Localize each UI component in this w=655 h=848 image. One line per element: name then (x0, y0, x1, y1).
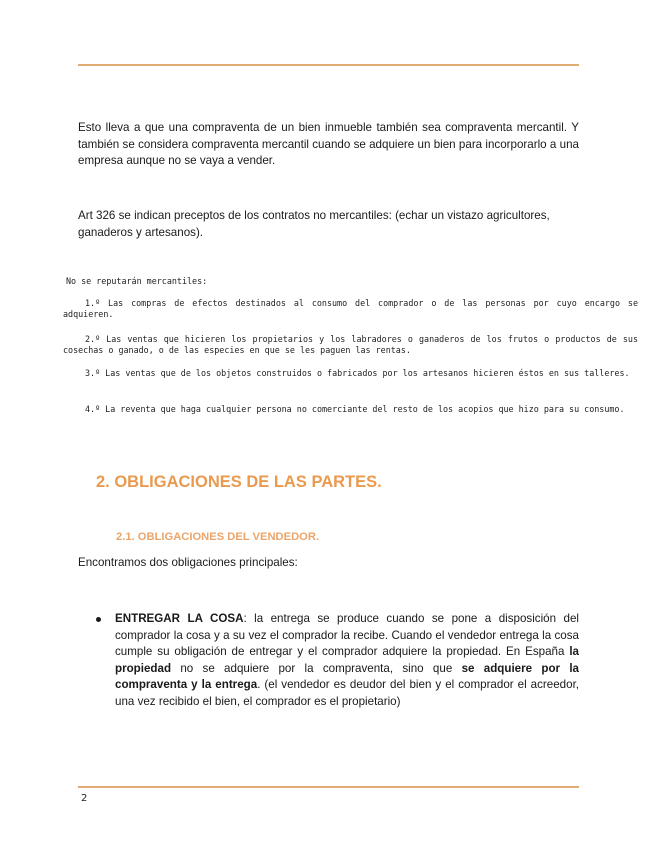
bullet-entregar-la-cosa (96, 611, 579, 710)
header-rule (78, 64, 579, 66)
quote-item-4: 4.º La reventa que haga cualquier persona no comerciante del resto de los acopios que hizo para su consumo. (85, 404, 625, 414)
subsection-heading: 2.1. OBLIGACIONES DEL VENDEDOR. (116, 531, 320, 543)
quote-item-2: 2.º Las ventas que hicieren los propietarios y los labradores o ganaderos de los frutos o productos de sus cosechas o ganado, o de las especies en que se les paguen las rentas. (63, 334, 638, 356)
footer-rule (78, 786, 579, 788)
page-number: 2 (81, 793, 88, 804)
quote-intro: No se reputarán mercantiles: (66, 276, 208, 286)
paragraph-art-326: Art 326 se indican preceptos de los contratos no mercantiles: (echar un vistazo agricultores, ganaderos y artesanos). (78, 209, 550, 239)
section-heading: 2. OBLIGACIONES DE LAS PARTES. (96, 473, 382, 491)
quote-item-1: 1.º Las compras de efectos destinados al consumo del comprador o de las personas por cuyo encargo se adquieren. (63, 298, 638, 320)
bullet-dot-icon (96, 617, 101, 622)
bullet-text: ENTREGAR LA COSA: la entrega se produce cuando se pone a disposición del comprador la cosa y a su vez el comprador la recibe. Cuando el vendedor entrega la cosa cumple su obligación de entregar y el comprador adquiere la propiedad. En España la propiedad no se adquiere por la compraventa, sino que se adquiere por la compraventa y la entrega. (el vendedor es deudor del bien y el comprador el acreedor, una vez recibido el bien, el comprador es el propietario) (115, 612, 580, 708)
bullet-lead: ENTREGAR LA COSA (115, 612, 244, 625)
paragraph-dos-obligaciones: Encontramos dos obligaciones principales: (78, 556, 298, 569)
paragraph-compraventa-inmueble: Esto lleva a que una compraventa de un bien inmueble también sea compraventa mercantil. Y también se considera compraventa mercantil cuando se adquiere un bien para incorporarlo a una empresa aunque no se vaya a vender. (78, 121, 579, 167)
quote-item-3: 3.º Las ventas que de los objetos construidos o fabricados por los artesanos hicieren éstos en sus talleres. (85, 368, 630, 378)
